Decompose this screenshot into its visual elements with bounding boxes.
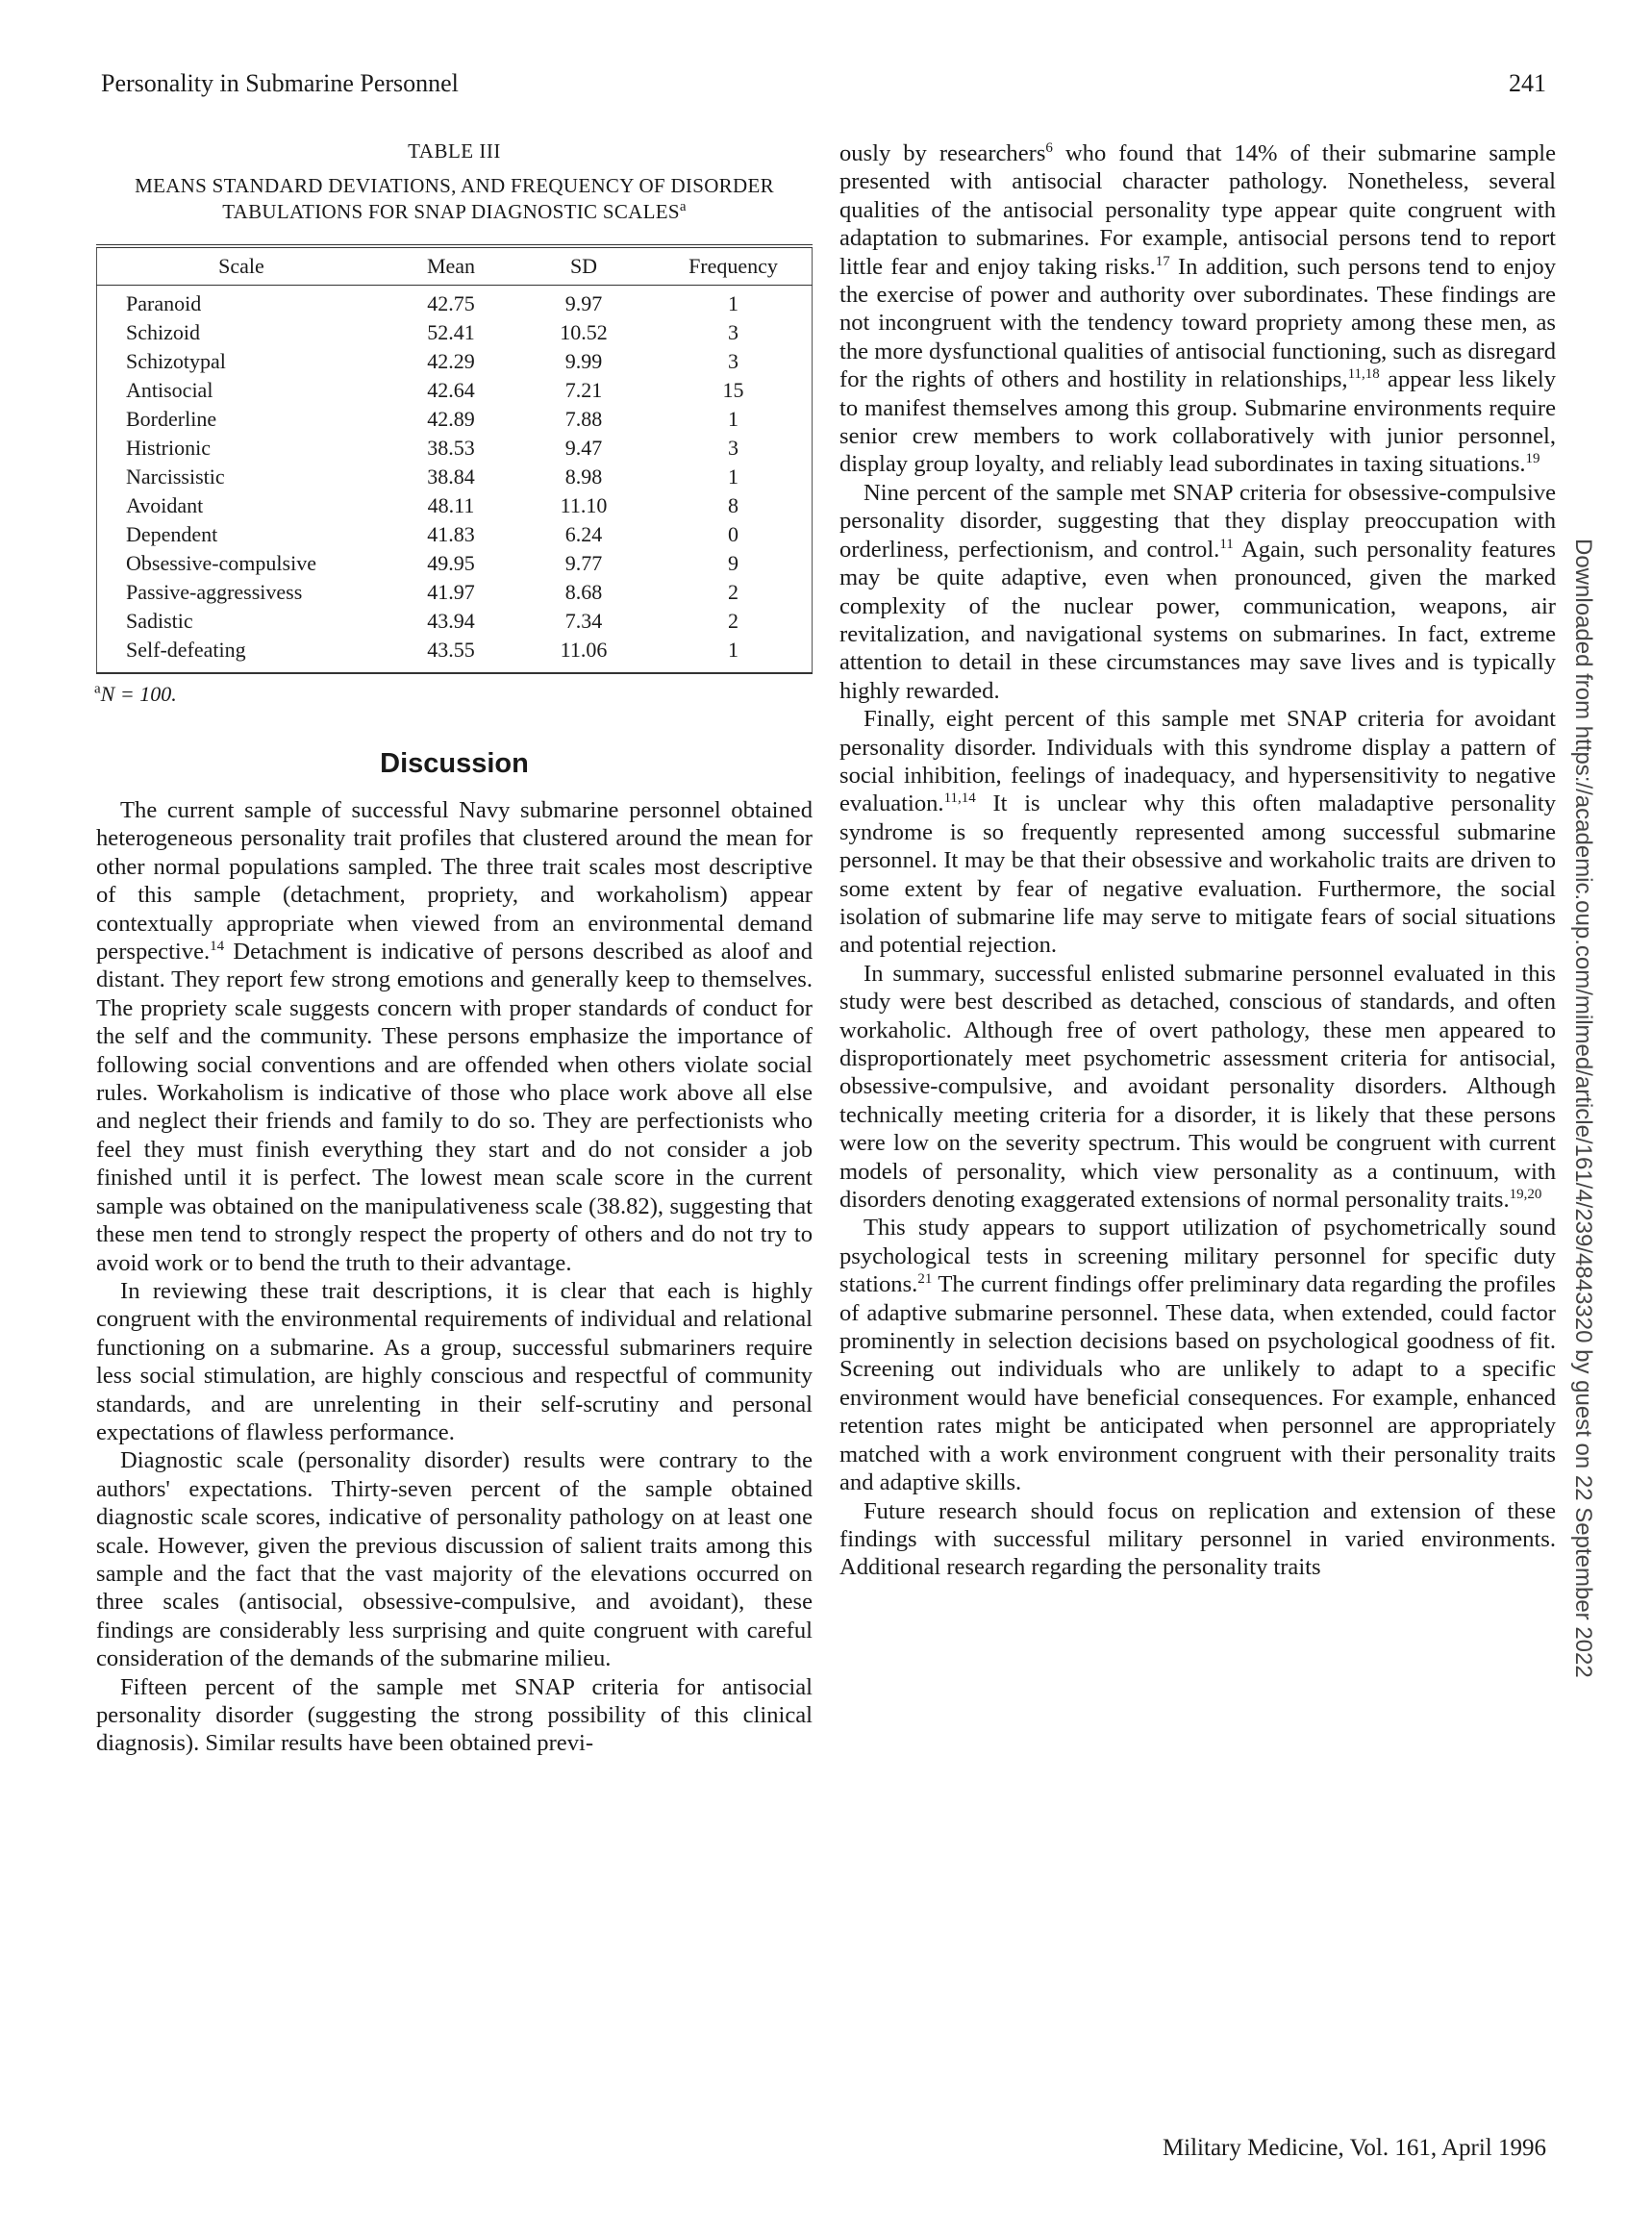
cell-sd: 10.52 xyxy=(560,320,608,344)
cell-sd: 11.06 xyxy=(560,638,608,662)
reference-mark: 14 xyxy=(210,938,225,954)
left-column xyxy=(96,796,813,1758)
paragraph: In summary, successful enlisted submarine personnel evaluated in this study were best described as detached, conscious of standards, and often workaholic. Although free of overt pathology, these men appeared to disproportionately meet psychometric assessment criteria for antisocial, obsessive-compulsive, and avoidant personality disorders. Although technically meeting criteria for a disorder, it is likely that these persons were low on the severity spectrum. This would be congruent with current models of personality, which view personality as a continuum, with disorders denoting exaggerated extensions of normal personality traits.$^{19,20}$ xyxy=(839,960,1556,1214)
header-scale: Scale xyxy=(97,246,390,286)
table-row xyxy=(97,520,813,549)
table-row xyxy=(97,286,813,319)
table-row xyxy=(97,463,813,491)
right-column xyxy=(839,139,1556,1582)
table-note xyxy=(94,682,813,707)
paragraph: ously by researchers$^6$ who found that 14% of their submarine sample presented with antisocial character pathology. Nonetheless, several qualities of the antisocial personality type appear quite congruent with adaptation to submarines. For example, antisocial persons tend to report little fear and enjoy taking risks.$^{17}$ In addition, such persons tend to enjoy the exercise of power and authority over subordinates. These findings are not incongruent with the tendency toward propriety among these men, as the more dysfunctional qualities of antisocial functioning, such as disregard for the rights of others and hostility in relationships,$^{11,18}$ appear less likely to manifest themselves among this group. Submarine environments require senior crew members to work collaboratively with junior personnel, display group loyalty, and reliably lead subordinates in taxing situations.$^{19}$ xyxy=(839,139,1557,478)
cell-scale: Borderline xyxy=(126,407,217,431)
table-caption-footnote-mark: a xyxy=(679,199,687,214)
cell-mean: 43.94 xyxy=(427,609,475,633)
paragraph: Fifteen percent of the sample met SNAP criteria for antisocial personality disorder (suggesting the strong possibility of this clinical diagnosis). Similar results have been obtained previ- xyxy=(96,1673,813,1757)
cell-mean: 42.64 xyxy=(427,378,475,402)
cell-scale: Schizoid xyxy=(126,320,200,344)
reference-mark: 11 xyxy=(1219,536,1234,552)
cell-sd: 9.77 xyxy=(564,551,603,575)
page-number: 241 xyxy=(1509,69,1546,97)
running-head: Personality in Submarine Personnel xyxy=(101,69,459,97)
cell-scale: Obsessive-compulsive xyxy=(126,551,316,575)
cell-scale: Dependent xyxy=(126,522,218,546)
cell-frequency: 1 xyxy=(728,291,738,315)
cell-mean: 52.41 xyxy=(427,320,475,344)
cell-scale: Sadistic xyxy=(126,609,193,633)
table-row xyxy=(97,491,813,520)
discussion-heading: Discussion xyxy=(380,748,529,779)
cell-mean: 41.97 xyxy=(427,580,475,604)
cell-scale: Histrionic xyxy=(126,436,211,460)
cell-sd: 8.98 xyxy=(564,464,603,489)
table-note-text: N = 100. xyxy=(100,682,177,706)
cell-sd: 7.21 xyxy=(564,378,603,402)
table-header-row xyxy=(97,246,813,286)
cell-frequency: 2 xyxy=(728,580,738,604)
reference-mark: 11,18 xyxy=(1347,366,1380,383)
cell-mean: 38.84 xyxy=(427,464,475,489)
table-row xyxy=(97,318,813,347)
cell-mean: 42.75 xyxy=(427,291,475,315)
cell-mean: 38.53 xyxy=(427,436,475,460)
paragraph: Diagnostic scale (personality disorder) results were contrary to the authors' expectations. Thirty-seven percent of the sample obtained diagnostic scale scores, indicative of personality pathology on at least one scale. However, given the previous discussion of salient traits among this sample and the fact that the vast majority of the elevations occurred on three scales (antisocial, obsessive-compulsive, and avoidant), these findings are considerably less surprising and quite congruent with careful consideration of the demands of the submarine milieu. xyxy=(96,1447,813,1672)
table-block xyxy=(96,139,813,707)
header-frequency: Frequency xyxy=(655,246,813,286)
cell-mean: 42.29 xyxy=(427,349,475,373)
reference-mark: 11,14 xyxy=(943,790,976,807)
cell-sd: 8.68 xyxy=(564,580,603,604)
header-mean: Mean xyxy=(389,246,513,286)
cell-frequency: 3 xyxy=(728,320,738,344)
paragraph: This study appears to support utilization of psychometrically sound psychological tests in screening military personnel for specific duty stations.$^{21}$ The current findings offer preliminary data regarding the profiles of adaptive submarine personnel. These data, when extended, could factor prominently in selection decisions based on psychological goodness of fit. Screening out individuals who are unlikely to adapt to a specific environment would have beneficial consequences. For example, enhanced retention rates might be anticipated when personnel are appropriately matched with a work environment congruent with their personality traits and adaptive skills. xyxy=(839,1215,1556,1496)
cell-frequency: 0 xyxy=(728,522,738,546)
cell-sd: 9.97 xyxy=(564,291,603,315)
cell-frequency: 8 xyxy=(728,493,738,517)
table-row xyxy=(97,376,813,405)
cell-mean: 43.55 xyxy=(427,638,475,662)
paragraph: Future research should focus on replication and extension of these findings with successful military personnel in varied environments. Additional research regarding the personality traits xyxy=(839,1497,1556,1581)
table-row xyxy=(97,347,813,376)
reference-mark: 17 xyxy=(1155,253,1170,269)
cell-scale: Passive-aggressivess xyxy=(126,580,303,604)
data-table xyxy=(96,244,813,674)
cell-sd: 9.47 xyxy=(564,436,603,460)
cell-mean: 49.95 xyxy=(427,551,475,575)
cell-frequency: 1 xyxy=(728,638,738,662)
cell-sd: 7.88 xyxy=(564,407,603,431)
cell-scale: Self-defeating xyxy=(126,638,246,662)
table-row xyxy=(97,607,813,636)
cell-sd: 11.10 xyxy=(560,493,608,517)
cell-frequency: 3 xyxy=(728,349,738,373)
journal-footer: Military Medicine, Vol. 161, April 1996 xyxy=(1162,2135,1546,2161)
header-sd: SD xyxy=(513,246,655,286)
cell-mean: 48.11 xyxy=(427,493,475,517)
paragraph: Finally, eight percent of this sample met SNAP criteria for avoidant personality disorder. Individuals with this syndrome display a pattern of social inhibition, feelings of inadequacy, and hypersensitivity to negative evaluation.$^{11,14}$ It is unclear why this often maladaptive personality syndrome is so frequently represented among successful submarine personnel. It may be that their obsessive and workaholic traits are driven to some extent by fear of negative evaluation. Furthermore, the social isolation of submarine life may serve to mitigate fears of social situations and potential rejection. xyxy=(839,706,1556,959)
table-row xyxy=(97,636,813,673)
table-body xyxy=(97,286,813,674)
cell-scale: Avoidant xyxy=(126,493,204,517)
reference-mark: 6 xyxy=(1045,139,1053,156)
table-caption-line1: MEANS STANDARD DEVIATIONS, AND FREQUENCY OF DISORDER xyxy=(135,174,774,197)
paragraph: In reviewing these trait descriptions, it is clear that each is highly congruent with the environmental requirements of individual and relational functioning on a submarine. As a group, successful submariners require less social stimulation, are highly conscious and respectful of community standards, and are unrelenting in their self-scrutiny and personal expectations of flawless performance. xyxy=(96,1277,813,1445)
table-row xyxy=(97,578,813,607)
download-watermark: Downloaded from https://academic.oup.com/milmed/article/161/4/239/4843320 by guest on 22 September 2022 xyxy=(1570,539,1596,1678)
table-row xyxy=(97,549,813,578)
cell-frequency: 1 xyxy=(728,407,738,431)
cell-frequency: 3 xyxy=(728,436,738,460)
cell-frequency: 9 xyxy=(728,551,738,575)
table-caption-line2-text: TABULATIONS FOR SNAP DIAGNOSTIC SCALES xyxy=(222,200,680,223)
table-note-mark: a xyxy=(94,681,101,697)
paragraph: The current sample of successful Navy submarine personnel obtained heterogeneous personality trait profiles that clustered around the mean for other normal populations sampled. The three trait scales most descriptive of this sample (detachment, propriety, and workaholism) appear contextually appropriate when viewed from an environmental demand perspective.$^{14}$ Detachment is indicative of persons described as aloof and distant. They report few strong emotions and generally keep to themselves. The propriety scale suggests concern with proper standards of conduct for the self and the community. These persons emphasize the importance of following social conventions and are offended when others violate social rules. Workaholism is indicative of those who place work above all else and neglect their friends and family to do so. They are perfectionists who feel they must finish everything they start and do not consider a job finished until it is perfect. The lowest mean scale score in the current sample was obtained on the manipulativeness scale (38.82), suggesting that these men tend to strongly respect the property of others and do not try to avoid work or to bend the truth to their advantage. xyxy=(96,797,813,1276)
paragraph: Nine percent of the sample met SNAP criteria for obsessive-compulsive personality disorder, suggesting that they display preoccupation with orderliness, perfectionism, and control.$^{11}$ Again, such personality features may be quite adaptive, even when pronounced, given the marked complexity of the nuclear power, communication, weapons, air revitalization, and navigational systems on submarines. In fact, extreme attention to detail in these circumstances may save lives and is typically highly rewarded. xyxy=(839,479,1556,704)
cell-frequency: 15 xyxy=(722,378,744,402)
cell-frequency: 1 xyxy=(728,464,738,489)
cell-sd: 7.34 xyxy=(564,609,603,633)
table-caption xyxy=(96,173,813,225)
table-row xyxy=(97,405,813,434)
table-title: TABLE III xyxy=(408,139,501,163)
cell-sd: 9.99 xyxy=(564,349,603,373)
cell-scale: Schizotypal xyxy=(126,349,226,373)
reference-mark: 19,20 xyxy=(1509,1186,1542,1202)
cell-frequency: 2 xyxy=(728,609,738,633)
cell-mean: 41.83 xyxy=(427,522,475,546)
cell-scale: Narcissistic xyxy=(126,464,225,489)
table-row xyxy=(97,434,813,463)
cell-scale: Antisocial xyxy=(126,378,213,402)
cell-sd: 6.24 xyxy=(564,522,603,546)
cell-scale: Paranoid xyxy=(126,291,202,315)
reference-mark: 19 xyxy=(1525,451,1540,467)
reference-mark: 21 xyxy=(917,1271,933,1288)
cell-mean: 42.89 xyxy=(427,407,475,431)
table-caption-line2 xyxy=(96,199,813,225)
